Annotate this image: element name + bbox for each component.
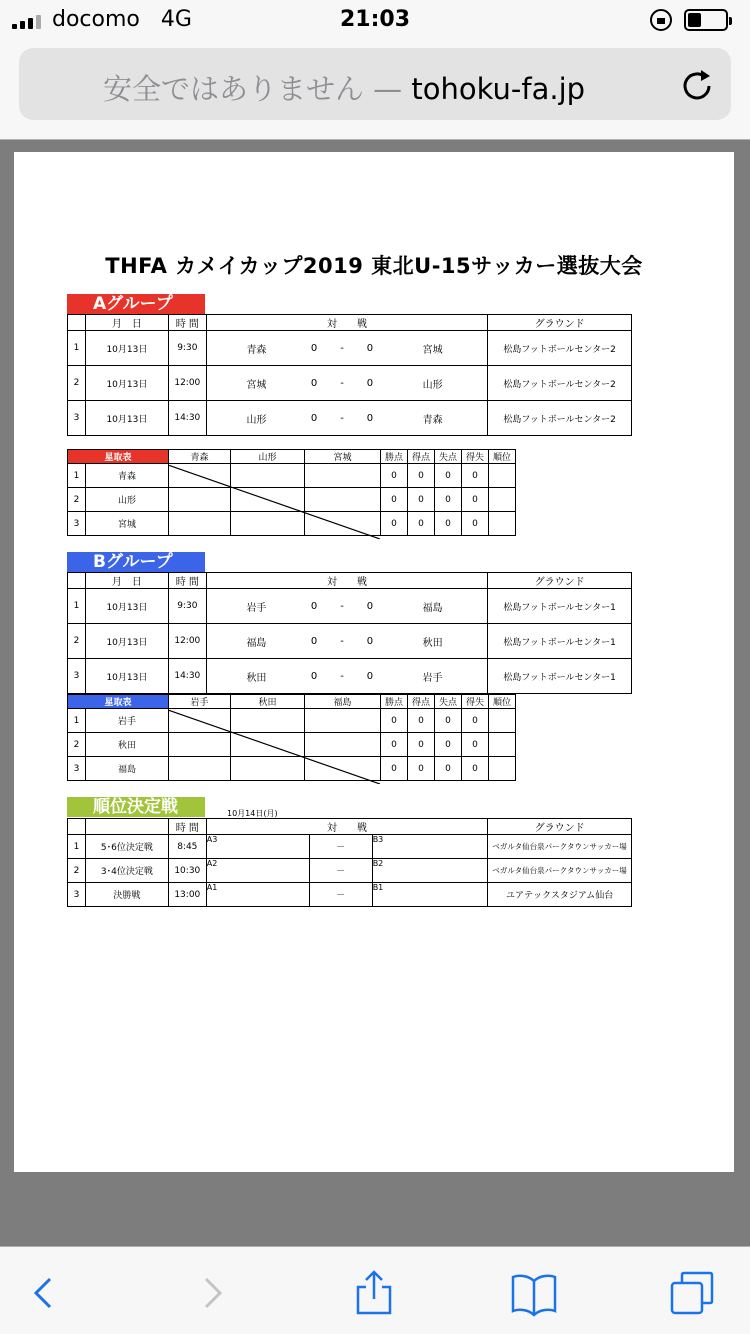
stat-value: 0 xyxy=(381,733,408,757)
away-score: 0 xyxy=(362,659,378,694)
match-number: 3 xyxy=(68,659,86,694)
left-seed: A2 xyxy=(206,859,309,883)
home-score: 0 xyxy=(306,401,322,436)
url-separator: — xyxy=(373,72,403,106)
score-boxes: - xyxy=(322,624,362,659)
home-team: 秋田 xyxy=(206,659,306,694)
match-number: 2 xyxy=(68,366,86,401)
ground-name: 松島フットボールセンター1 xyxy=(488,659,632,694)
stat-value: 0 xyxy=(435,512,462,536)
table-row xyxy=(68,624,632,659)
home-team: 青森 xyxy=(206,331,306,366)
url-display[interactable] xyxy=(19,67,669,108)
vs-dash: － xyxy=(309,883,372,907)
stat-header: 順位 xyxy=(489,450,516,464)
match-time: 12:00 xyxy=(168,624,206,659)
row-number: 1 xyxy=(68,709,86,733)
security-warning: 安全ではありません xyxy=(102,72,364,106)
header-time: 時 間 xyxy=(168,315,206,331)
match-number: 2 xyxy=(68,859,86,883)
standings-label: 星取表 xyxy=(68,450,169,464)
team-name: 岩手 xyxy=(86,709,169,733)
stat-value: 0 xyxy=(381,464,408,488)
group-a-schedule-table xyxy=(67,314,632,436)
stat-value: 0 xyxy=(408,512,435,536)
away-team: 福島 xyxy=(378,589,488,624)
away-score: 0 xyxy=(362,366,378,401)
group-a-label: Aグループ xyxy=(67,294,205,314)
stat-value: 0 xyxy=(381,488,408,512)
team-name: 福島 xyxy=(86,757,169,781)
home-score: 0 xyxy=(306,659,322,694)
score-boxes: - xyxy=(322,366,362,401)
home-team: 山形 xyxy=(206,401,306,436)
table-header-row xyxy=(68,315,632,331)
header-ground: グラウンド xyxy=(488,819,632,835)
standings-team-col: 宮城 xyxy=(305,450,381,464)
away-score: 0 xyxy=(362,624,378,659)
match-time: 8:45 xyxy=(168,835,206,859)
match-time: 9:30 xyxy=(168,589,206,624)
match-time: 13:00 xyxy=(168,883,206,907)
table-row xyxy=(68,366,632,401)
back-icon[interactable] xyxy=(20,1269,68,1317)
stat-value: 0 xyxy=(435,464,462,488)
away-team: 宮城 xyxy=(378,331,488,366)
match-date: 10月13日 xyxy=(85,589,168,624)
header-ground: グラウンド xyxy=(488,573,632,589)
stat-header: 失点 xyxy=(435,450,462,464)
table-row xyxy=(68,589,632,624)
home-score: 0 xyxy=(306,624,322,659)
standings-team-col: 福島 xyxy=(305,695,381,709)
clock: 21:03 xyxy=(339,7,411,32)
match-number: 1 xyxy=(68,835,86,859)
orientation-lock-icon xyxy=(650,9,672,31)
away-team: 秋田 xyxy=(378,624,488,659)
bookmarks-icon[interactable] xyxy=(510,1269,558,1317)
stat-value: 0 xyxy=(462,464,489,488)
ground-name: ベガルタ仙台泉パークタウンサッカー場 xyxy=(488,835,632,859)
stat-value: 0 xyxy=(408,488,435,512)
away-score: 0 xyxy=(362,401,378,436)
right-seed: B1 xyxy=(372,883,488,907)
match-time: 12:00 xyxy=(168,366,206,401)
stat-header: 順位 xyxy=(489,695,516,709)
home-score: 0 xyxy=(306,589,322,624)
standings-team-col: 岩手 xyxy=(169,695,231,709)
table-row xyxy=(68,401,632,436)
standings-header-row xyxy=(68,450,516,464)
away-team: 山形 xyxy=(378,366,488,401)
match-name: 決勝戦 xyxy=(85,883,168,907)
row-number: 3 xyxy=(68,512,86,536)
standings-header-row xyxy=(68,695,516,709)
match-date: 10月13日 xyxy=(85,624,168,659)
finals-date: 10月14日(月) xyxy=(227,809,278,818)
stat-header: 勝点 xyxy=(381,450,408,464)
match-number: 3 xyxy=(68,883,86,907)
header-date: 月 日 xyxy=(85,315,168,331)
right-seed: B3 xyxy=(372,835,488,859)
score-boxes: - xyxy=(322,659,362,694)
match-date: 10月13日 xyxy=(85,331,168,366)
stat-header: 失点 xyxy=(435,695,462,709)
forward-icon[interactable] xyxy=(188,1269,236,1317)
stat-value: 0 xyxy=(408,757,435,781)
header-match: 対 戦 xyxy=(206,819,487,835)
table-row xyxy=(68,835,632,859)
ground-name: ユアテックスタジアム仙台 xyxy=(488,883,632,907)
stat-header: 得失 xyxy=(462,695,489,709)
match-name: 5･6位決定戦 xyxy=(85,835,168,859)
stat-value: 0 xyxy=(435,757,462,781)
browser-toolbar xyxy=(0,1246,750,1334)
match-time: 10:30 xyxy=(168,859,206,883)
score-boxes: - xyxy=(322,331,362,366)
stat-value: 0 xyxy=(462,733,489,757)
stat-value xyxy=(489,488,516,512)
stat-value xyxy=(489,709,516,733)
away-team: 青森 xyxy=(378,401,488,436)
table-row xyxy=(68,883,632,907)
vs-dash: － xyxy=(309,835,372,859)
finals-label: 順位決定戦 xyxy=(67,797,205,817)
table-header-row xyxy=(68,819,632,835)
match-number: 1 xyxy=(68,331,86,366)
match-name: 3･4位決定戦 xyxy=(85,859,168,883)
left-seed: A1 xyxy=(206,883,309,907)
finals-table xyxy=(67,818,632,907)
row-number: 2 xyxy=(68,488,86,512)
ground-name: 松島フットボールセンター2 xyxy=(488,401,632,436)
match-time: 9:30 xyxy=(168,331,206,366)
table-row xyxy=(68,859,632,883)
tabs-icon[interactable] xyxy=(668,1269,716,1317)
stat-header: 勝点 xyxy=(381,695,408,709)
stat-header: 得点 xyxy=(408,450,435,464)
vs-dash: － xyxy=(309,859,372,883)
stat-value: 0 xyxy=(408,464,435,488)
ground-name: 松島フットボールセンター2 xyxy=(488,366,632,401)
match-date: 10月13日 xyxy=(85,366,168,401)
stat-value: 0 xyxy=(435,709,462,733)
stat-value xyxy=(489,512,516,536)
standings-label: 星取表 xyxy=(68,695,169,709)
stat-value: 0 xyxy=(381,512,408,536)
match-number: 3 xyxy=(68,401,86,436)
home-team: 福島 xyxy=(206,624,306,659)
standings-diagonal-line xyxy=(168,465,380,539)
stat-header: 得失 xyxy=(462,450,489,464)
row-number: 3 xyxy=(68,757,86,781)
header-match: 対 戦 xyxy=(206,573,487,589)
home-team: 宮城 xyxy=(206,366,306,401)
left-seed: A3 xyxy=(206,835,309,859)
document-title: THFA カメイカップ2019 東北U-15サッカー選抜大会 xyxy=(105,254,643,278)
reload-icon[interactable] xyxy=(679,66,715,102)
stat-value: 0 xyxy=(462,709,489,733)
standings-diagonal-line xyxy=(168,710,380,784)
match-time: 14:30 xyxy=(168,659,206,694)
standings-team-col: 山形 xyxy=(231,450,305,464)
home-team: 岩手 xyxy=(206,589,306,624)
header-time: 時 間 xyxy=(168,819,206,835)
away-score: 0 xyxy=(362,589,378,624)
pdf-page xyxy=(14,152,734,1172)
header-time: 時 間 xyxy=(168,573,206,589)
match-date: 10月13日 xyxy=(85,401,168,436)
header-ground: グラウンド xyxy=(488,315,632,331)
row-number: 2 xyxy=(68,733,86,757)
table-header-row xyxy=(68,573,632,589)
home-score: 0 xyxy=(306,366,322,401)
match-number: 2 xyxy=(68,624,86,659)
match-time: 14:30 xyxy=(168,401,206,436)
header-match: 対 戦 xyxy=(206,315,487,331)
share-icon[interactable] xyxy=(350,1269,398,1317)
home-score: 0 xyxy=(306,331,322,366)
away-score: 0 xyxy=(362,331,378,366)
url-host: tohoku-fa.jp xyxy=(411,72,586,106)
header-date: 月 日 xyxy=(85,573,168,589)
standings-team-col: 秋田 xyxy=(231,695,305,709)
stat-value xyxy=(489,464,516,488)
score-boxes: - xyxy=(322,401,362,436)
ground-name: 松島フットボールセンター1 xyxy=(488,624,632,659)
team-name: 青森 xyxy=(86,464,169,488)
score-boxes: - xyxy=(322,589,362,624)
ground-name: ベガルタ仙台泉パークタウンサッカー場 xyxy=(488,859,632,883)
stat-value: 0 xyxy=(381,757,408,781)
stat-value xyxy=(489,733,516,757)
team-name: 宮城 xyxy=(86,512,169,536)
network-type: 4G xyxy=(160,7,192,32)
group-b-schedule-table xyxy=(67,572,632,694)
stat-value: 0 xyxy=(462,512,489,536)
ground-name: 松島フットボールセンター1 xyxy=(488,589,632,624)
address-bar[interactable] xyxy=(19,48,731,120)
stat-value: 0 xyxy=(408,709,435,733)
battery-icon xyxy=(684,9,728,31)
table-row xyxy=(68,659,632,694)
stat-value: 0 xyxy=(381,709,408,733)
ground-name: 松島フットボールセンター2 xyxy=(488,331,632,366)
team-name: 山形 xyxy=(86,488,169,512)
right-seed: B2 xyxy=(372,859,488,883)
team-name: 秋田 xyxy=(86,733,169,757)
standings-team-col: 青森 xyxy=(169,450,231,464)
stat-value: 0 xyxy=(408,733,435,757)
stat-value: 0 xyxy=(462,488,489,512)
carrier-name: docomo 4G xyxy=(52,7,192,32)
status-bar xyxy=(0,0,750,42)
stat-value xyxy=(489,757,516,781)
table-row xyxy=(68,331,632,366)
stat-value: 0 xyxy=(435,488,462,512)
match-number: 1 xyxy=(68,589,86,624)
away-team: 岩手 xyxy=(378,659,488,694)
match-date: 10月13日 xyxy=(85,659,168,694)
group-b-label: Bグループ xyxy=(67,552,205,572)
stat-header: 得点 xyxy=(408,695,435,709)
row-number: 1 xyxy=(68,464,86,488)
stat-value: 0 xyxy=(462,757,489,781)
stat-value: 0 xyxy=(435,733,462,757)
browser-navbar xyxy=(0,42,750,140)
